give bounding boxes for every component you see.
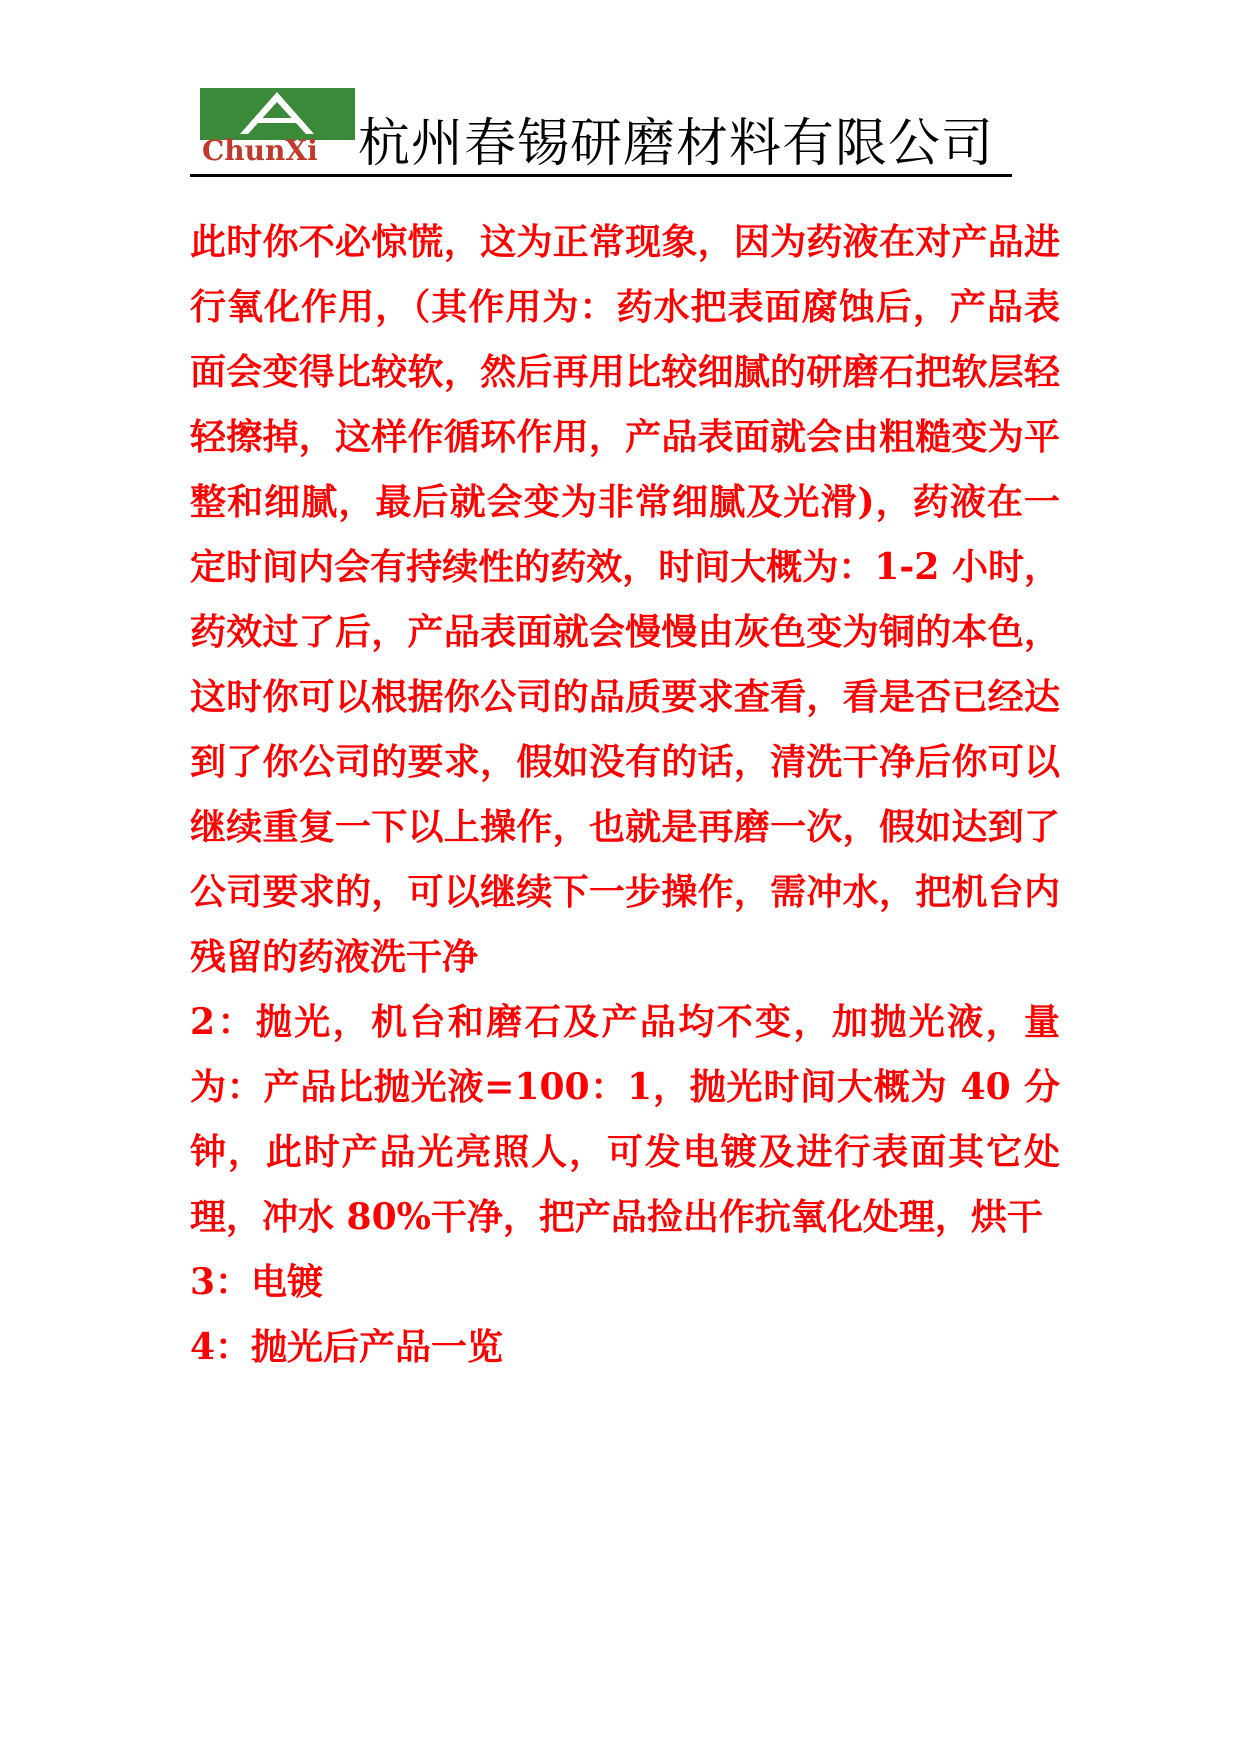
document-body bbox=[190, 210, 1060, 1380]
logo-graphic bbox=[200, 88, 355, 170]
paragraph-step-2-polishing: 2：抛光，机台和磨石及产品均不变，加抛光液，量为：产品比抛光液=100：1，抛光时间大概为 40 分钟，此时产品光亮照人，可发电镀及进行表面其它处理，冲水 80%干净，把产品捡出作抗氧化处理，烘干 bbox=[190, 1001, 1060, 1238]
logo-text: ChunXi bbox=[202, 134, 318, 167]
company-name: 杭州春锡研磨材料有限公司 bbox=[358, 114, 995, 174]
document-header bbox=[190, 88, 1010, 178]
paragraph-oxidation-explanation: 此时你不必惊慌，这为正常现象，因为药液在对产品进行氧化作用，（其作用为：药水把表面腐蚀后，产品表面会变得比较软，然后再用比较细腻的研磨石把软层轻轻擦掉，这样作循环作用，产品表面就会由粗糙变为平整和细腻，最后就会变为非常细腻及光滑)，药液在一定时间内会有持续性的药效，时间大概为：1-2 小时，药效过了后，产品表面就会慢慢由灰色变为铜的本色，这时你可以根据你公司的品质要求查看，看是否已经达到了你公司的要求，假如没有的话，清洗干净后你可以继续重复一下以上操作，也就是再磨一次，假如达到了公司要求的，可以继续下一步操作，需冲水，把机台内残留的药液洗干净 bbox=[190, 221, 1060, 978]
header-underline bbox=[190, 174, 1012, 177]
paragraph-step-4-overview: 4：抛光后产品一览 bbox=[190, 1326, 504, 1368]
chunxi-logo bbox=[200, 88, 355, 170]
logo-roof-bar bbox=[255, 118, 299, 123]
paragraph-step-3-plating: 3：电镀 bbox=[190, 1261, 324, 1303]
